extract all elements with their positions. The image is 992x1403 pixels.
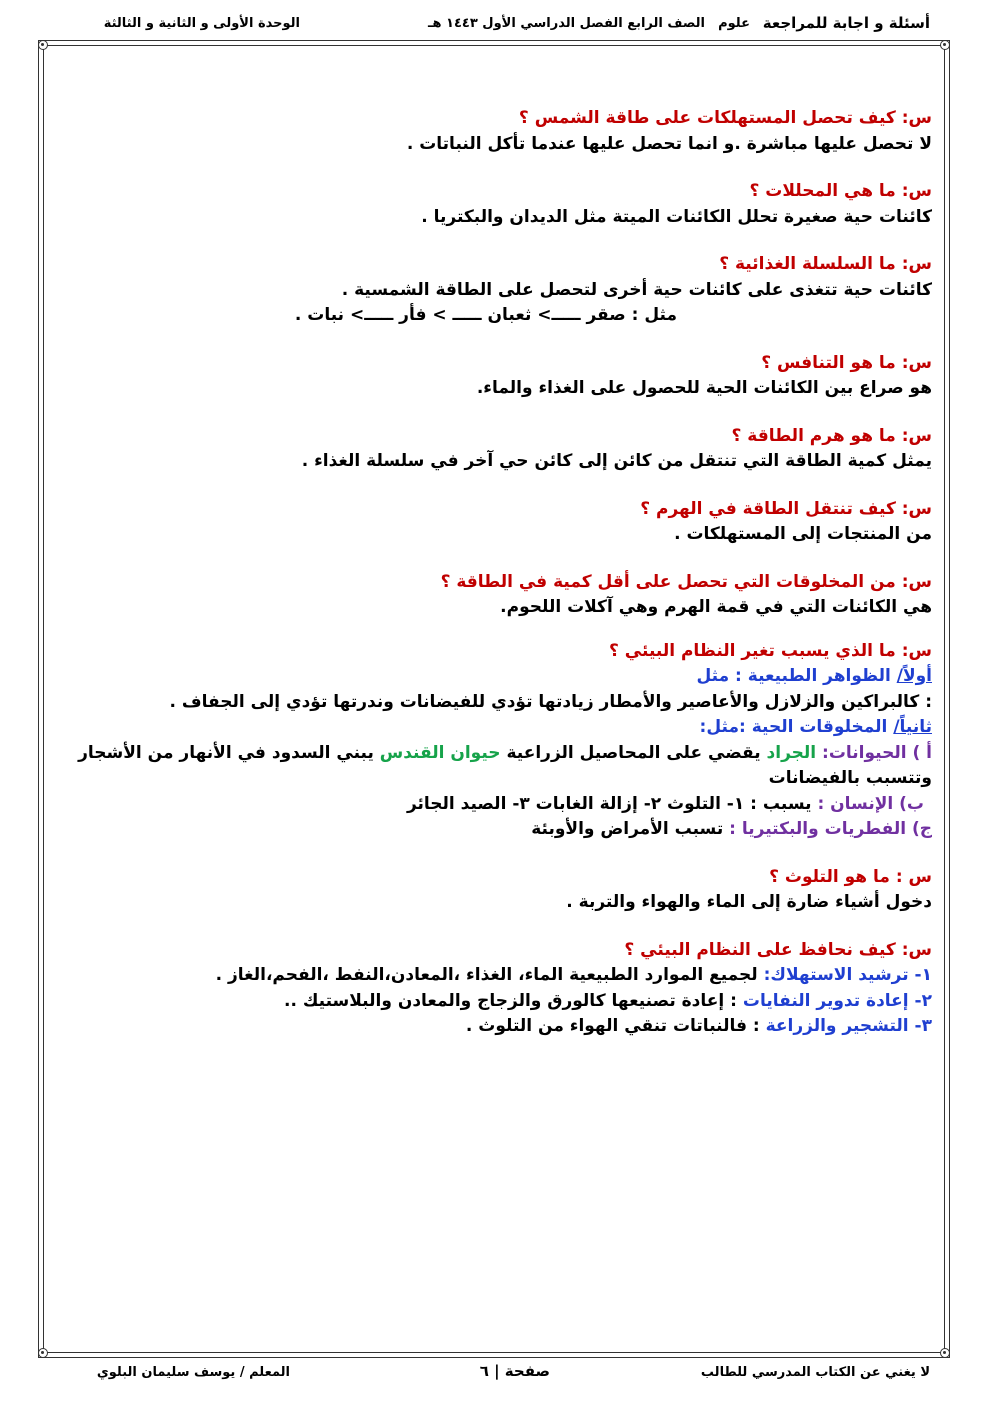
animals-label: أ ) الحيوانات: bbox=[822, 742, 932, 763]
preserve-item bbox=[60, 963, 932, 989]
question-3: س: ما السلسلة الغذائية ؟ bbox=[719, 254, 932, 274]
page-content bbox=[60, 90, 932, 1040]
first-title: الظواهر الطبيعية : مثل bbox=[696, 666, 897, 686]
locust-text: الجراد bbox=[766, 742, 817, 763]
preserve-label: ٢- إعادة تدوير النفايات bbox=[742, 990, 932, 1011]
fungi-text: تسبب الأمراض والأوبئة bbox=[531, 819, 730, 839]
answer-5: يمثل كمية الطاقة التي تنتقل من كائن إلى كائن حي آخر في سلسلة الغذاء . bbox=[301, 451, 932, 471]
human-text: يسبب : ١- التلوث ٢- إزالة الغابات ٣- الصيد الجائر bbox=[406, 793, 818, 814]
food-chain-example: مثل : صقر ـــــ> ثعبان ـــــ > فأر ـــــ> نبات . bbox=[294, 305, 677, 325]
fungi-label: ج) الفطريات والبكتيريا : bbox=[729, 819, 932, 839]
preserve-item bbox=[60, 989, 932, 1015]
answer-4: هو صراع بين الكائنات الحية للحصول على الغذاء والماء. bbox=[476, 378, 932, 398]
preserve-text: : فالنباتات تنقي الهواء من التلوث . bbox=[465, 1016, 766, 1036]
question-10: س: كيف نحافظ على النظام البيئي ؟ bbox=[624, 939, 932, 960]
footer-note: لا يغني عن الكتاب المدرسي للطالب bbox=[700, 1365, 930, 1380]
beaver-text: حيوان القندس bbox=[379, 742, 501, 763]
header-class-info: الصف الرابع الفصل الدراسي الأول ١٤٤٣ هـ bbox=[428, 16, 705, 31]
first-heading: أولاً/ bbox=[896, 666, 932, 686]
animals-item bbox=[60, 741, 932, 792]
teacher-name: المعلم / يوسف سليمان البلوي bbox=[96, 1365, 290, 1380]
question-6: س: كيف تنتقل الطاقة في الهرم ؟ bbox=[640, 498, 932, 519]
fungi-item bbox=[60, 817, 932, 843]
corner-ornament-icon bbox=[38, 1348, 48, 1358]
corner-ornament-icon bbox=[940, 40, 950, 50]
living-things-heading bbox=[60, 715, 932, 741]
preserve-text: لجميع الموارد الطبيعية الماء، الغذاء ،المعادن،النفط ،الفحم،الغاز . bbox=[215, 965, 764, 985]
page-header bbox=[60, 8, 930, 38]
natural-phenomena-text bbox=[60, 690, 932, 716]
animals-text-1: يقضي على المحاصيل الزراعية bbox=[500, 742, 767, 763]
page-number: صفحة | ٦ bbox=[479, 1362, 550, 1380]
natural-phenomena-heading bbox=[60, 664, 932, 690]
corner-ornament-icon bbox=[38, 40, 48, 50]
question-2: س: ما هي المحللات ؟ bbox=[749, 181, 932, 201]
header-unit: الوحدة الأولى و الثانية و الثالثة bbox=[103, 16, 300, 31]
header-title: أسئلة و اجابة للمراجعة bbox=[762, 14, 930, 32]
second-heading: ثانياً/ bbox=[893, 717, 932, 737]
preserve-label: ١- ترشيد الاستهلاك: bbox=[763, 965, 932, 985]
question-5: س: ما هو هرم الطاقة ؟ bbox=[731, 425, 932, 446]
human-label: ب) الإنسان : bbox=[817, 793, 924, 814]
answer-2: كائنات حية صغيرة تحلل الكائنات الميتة مثل الديدان والبكتريا . bbox=[421, 206, 932, 227]
header-subject: علوم bbox=[718, 16, 750, 31]
answer-9: دخول أشياء ضارة إلى الماء والهواء والتربة . bbox=[566, 892, 932, 912]
page-footer bbox=[60, 1362, 930, 1386]
question-1: س: كيف تحصل المستهلكات على طاقة الشمس ؟ bbox=[518, 108, 932, 128]
question-9: س : ما هو التلوث ؟ bbox=[769, 866, 932, 887]
preserve-label: ٣- التشجير والزراعة bbox=[765, 1016, 932, 1036]
question-4: س: ما هو التنافس ؟ bbox=[761, 352, 932, 373]
answer-6: من المنتجات إلى المستهلكات . bbox=[674, 524, 932, 544]
preserve-item bbox=[60, 1014, 932, 1040]
answer-1: لا تحصل عليها مباشرة .و انما تحصل عليها عندما تأكل النباتات . bbox=[406, 133, 932, 154]
answer-3: كائنات حية تتغذى على كائنات حية أخرى لتحصل على الطاقة الشمسية . bbox=[341, 279, 932, 300]
corner-ornament-icon bbox=[940, 1348, 950, 1358]
preserve-text: : إعادة تصنيعها كالورق والزجاج والمعادن والبلاستيك .. bbox=[284, 990, 743, 1011]
animals-text-2: يبني السدود في الأنهار من الأشجار وتتسبب بالفيضانات bbox=[78, 742, 932, 788]
answer-7: هي الكائنات التي في قمة الهرم وهي آكلات اللحوم. bbox=[500, 597, 932, 617]
second-title: المخلوقات الحية :مثل: bbox=[699, 717, 894, 737]
question-7: س: من المخلوقات التي تحصل على أقل كمية في الطاقة ؟ bbox=[440, 571, 932, 592]
first-text: : كالبراكين والزلازل والأعاصير والأمطار زيادتها تؤدي للفيضانات وندرتها تؤدي إلى الجفاف . bbox=[169, 691, 932, 712]
question-8: س: ما الذي يسبب تغير النظام البيئي ؟ bbox=[609, 640, 932, 661]
human-item bbox=[60, 792, 932, 818]
